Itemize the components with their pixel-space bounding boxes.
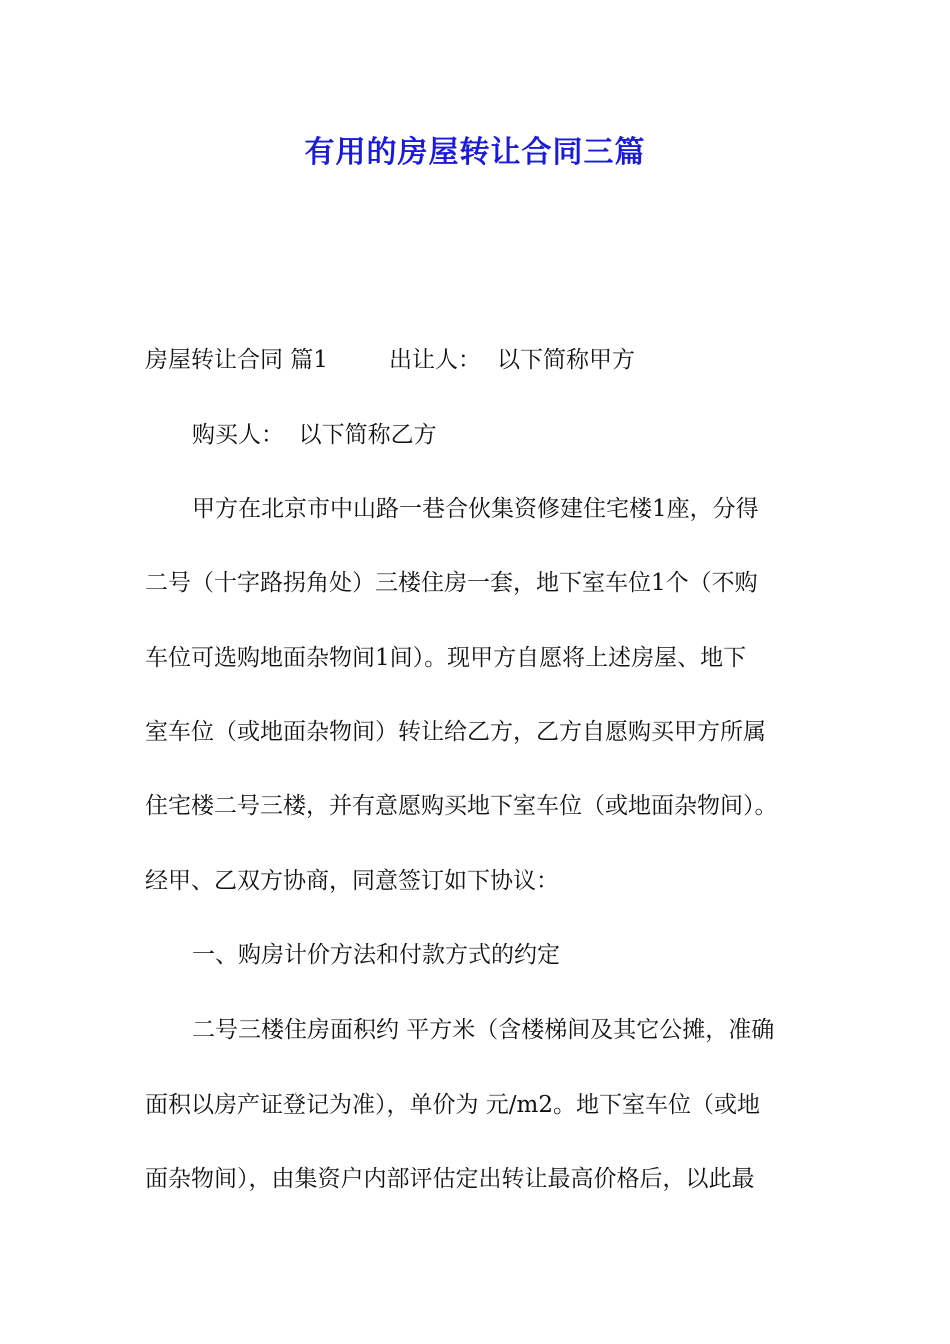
paragraph-line: 二号（十字路拐角处）三楼住房一套，地下室车位1个（不购 [145,570,758,596]
contract-header-line [145,343,845,377]
buyer-line: 购买人： 以下简称乙方 [192,422,437,448]
seller-alias: 以下简称甲方 [497,347,635,373]
contract-section-label: 房屋转让合同 篇1 [145,347,328,373]
paragraph-line: 住宅楼二号三楼，并有意愿购买地下室车位（或地面杂物间）。 [145,793,778,819]
paragraph-line: 室车位（或地面杂物间）转让给乙方，乙方自愿购买甲方所属 [145,719,766,745]
document-title: 有用的房屋转让合同三篇 [304,135,646,170]
section-heading: 一、购房计价方法和付款方式的约定 [192,942,560,968]
paragraph-line: 经甲、乙双方协商，同意签订如下协议： [145,868,559,894]
seller-label: 出让人： [389,347,481,373]
paragraph-line: 面杂物间），由集资户内部评估定出转让最高价格后，以此最 [145,1166,755,1192]
paragraph-line: 甲方在北京市中山路一巷合伙集资修建住宅楼1座，分得 [192,496,759,522]
paragraph-line: 车位可选购地面杂物间1间）。现甲方自愿将上述房屋、地下 [145,645,747,671]
paragraph-line: 二号三楼住房面积约 平方米（含楼梯间及其它公摊，准确 [192,1017,775,1043]
paragraph-line: 面积以房产证登记为准），单价为 元/m2。地下室车位（或地 [145,1092,761,1118]
